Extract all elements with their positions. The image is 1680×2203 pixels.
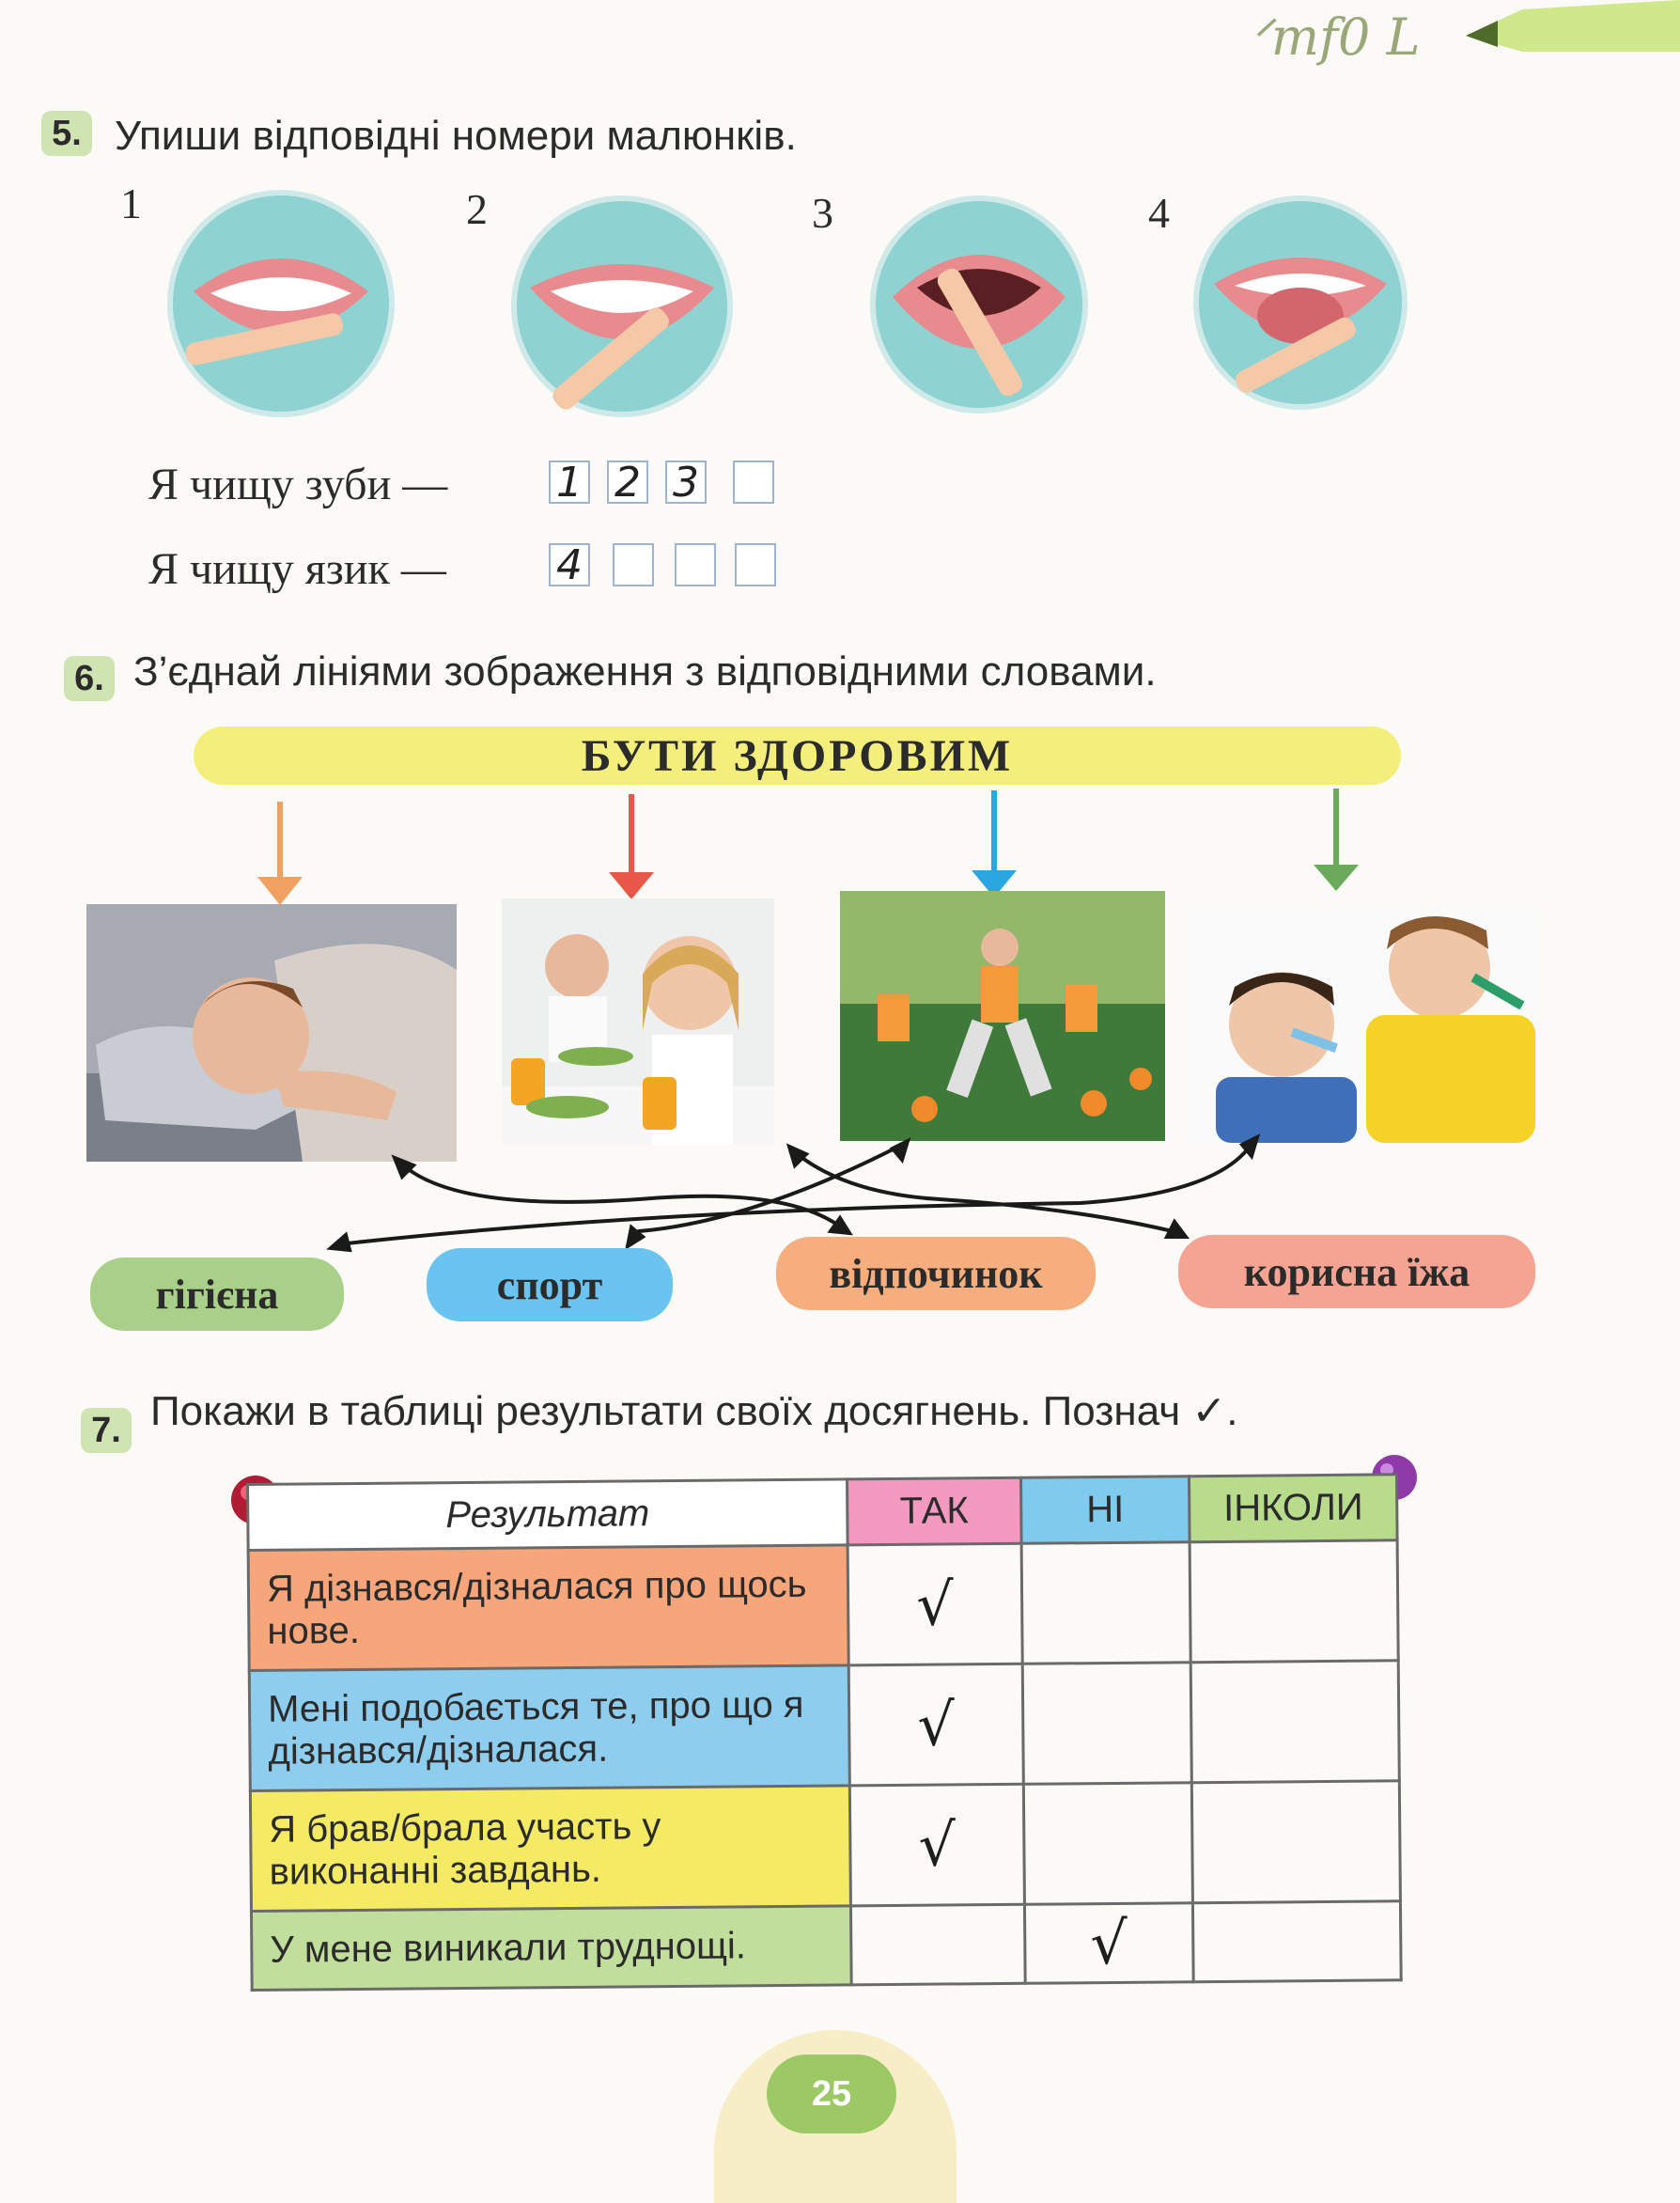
mark-sometimes[interactable]: [1191, 1781, 1400, 1903]
table-row: [250, 1781, 1400, 1912]
word-healthy-food[interactable]: корисна їжа: [1178, 1235, 1535, 1308]
tongue-answer-4[interactable]: [735, 543, 776, 586]
header-sometimes: ІНКОЛИ: [1190, 1475, 1397, 1542]
task7-number: 7.: [81, 1408, 132, 1453]
header-result: Результат: [248, 1479, 848, 1551]
picture-number-1: 1: [120, 180, 142, 227]
mouth-picture-2: [509, 194, 735, 419]
arrow-orange: [257, 802, 303, 905]
picture-number-2: 2: [466, 185, 488, 233]
mouth-picture-1: [165, 188, 397, 419]
task6-instruction: З’єднай лініями зображення з відповідними словами.: [133, 648, 1157, 695]
brush-teeth-label: Я чищу зуби —: [148, 460, 448, 509]
photo-sleeping-boy: [86, 904, 457, 1162]
word-hygiene[interactable]: гігієна: [90, 1258, 344, 1331]
pencil-icon: [1466, 0, 1680, 66]
tongue-answer-2[interactable]: [613, 543, 654, 586]
mouth-picture-3: [868, 194, 1090, 415]
mark-yes[interactable]: √: [849, 1784, 1024, 1906]
mark-no[interactable]: √: [1024, 1903, 1193, 1984]
picture-number-4: 4: [1148, 189, 1170, 237]
photo-boys-brushing: [1188, 912, 1537, 1143]
page-number: 25: [767, 2055, 896, 2133]
photo-kids-football: [840, 891, 1165, 1141]
word-rest[interactable]: відпочинок: [776, 1237, 1096, 1310]
teeth-answer-2[interactable]: 2: [607, 461, 648, 504]
mouth-picture-4: [1191, 194, 1409, 412]
tongue-answer-3[interactable]: [675, 543, 716, 586]
row-text: Я дізнався/дізналася про щось нове.: [248, 1545, 848, 1671]
mark-sometimes[interactable]: [1193, 1901, 1402, 1982]
picture-number-3: 3: [812, 189, 833, 237]
task5-instruction: Упиши відповідні номери малюнків.: [115, 113, 797, 159]
row-text: Мені подобається те, про що я дізнався/дізналася.: [249, 1665, 849, 1791]
arrow-green: [1314, 789, 1359, 891]
teeth-answer-1[interactable]: 1: [549, 461, 590, 504]
row-text: У мене виникали труднощі.: [251, 1906, 851, 1991]
mark-no[interactable]: [1023, 1783, 1193, 1905]
mark-yes[interactable]: √: [848, 1543, 1022, 1665]
header-no: НІ: [1020, 1476, 1190, 1544]
arrow-blue: [972, 790, 1017, 898]
table-row: [249, 1661, 1399, 1791]
task7-instruction: Покажи в таблиці результати своїх досягнень. Познач ✓.: [150, 1388, 1238, 1434]
photo-kids-eating: [502, 898, 774, 1145]
arrow-red: [609, 794, 654, 899]
brush-tongue-label: Я чищу язик —: [148, 544, 446, 594]
mark-sometimes[interactable]: [1190, 1540, 1398, 1663]
table-row: [251, 1901, 1401, 1991]
mark-yes[interactable]: √: [848, 1664, 1023, 1786]
mark-sometimes[interactable]: [1190, 1661, 1399, 1783]
banner-arrows: [0, 785, 1680, 907]
mark-yes[interactable]: [851, 1904, 1025, 1985]
table-row: [248, 1540, 1398, 1671]
row-text: Я брав/брала участь у виконанні завдань.: [250, 1786, 850, 1912]
results-header-row: [248, 1475, 1398, 1551]
corner-handwriting: ᐟmf0 L: [1250, 8, 1421, 67]
teeth-answer-3[interactable]: 3: [665, 461, 707, 504]
healthy-banner: БУТИ ЗДОРОВИМ: [194, 727, 1401, 785]
word-sport[interactable]: спорт: [427, 1248, 673, 1321]
teeth-answer-4[interactable]: [733, 461, 774, 504]
mark-no[interactable]: [1022, 1663, 1192, 1785]
header-yes: ТАК: [848, 1477, 1021, 1545]
task6-number: 6.: [64, 656, 115, 701]
tongue-answer-1[interactable]: 4: [549, 543, 590, 586]
results-table: [246, 1473, 1403, 1992]
mark-no[interactable]: [1021, 1542, 1191, 1664]
task5-number: 5.: [41, 111, 92, 156]
